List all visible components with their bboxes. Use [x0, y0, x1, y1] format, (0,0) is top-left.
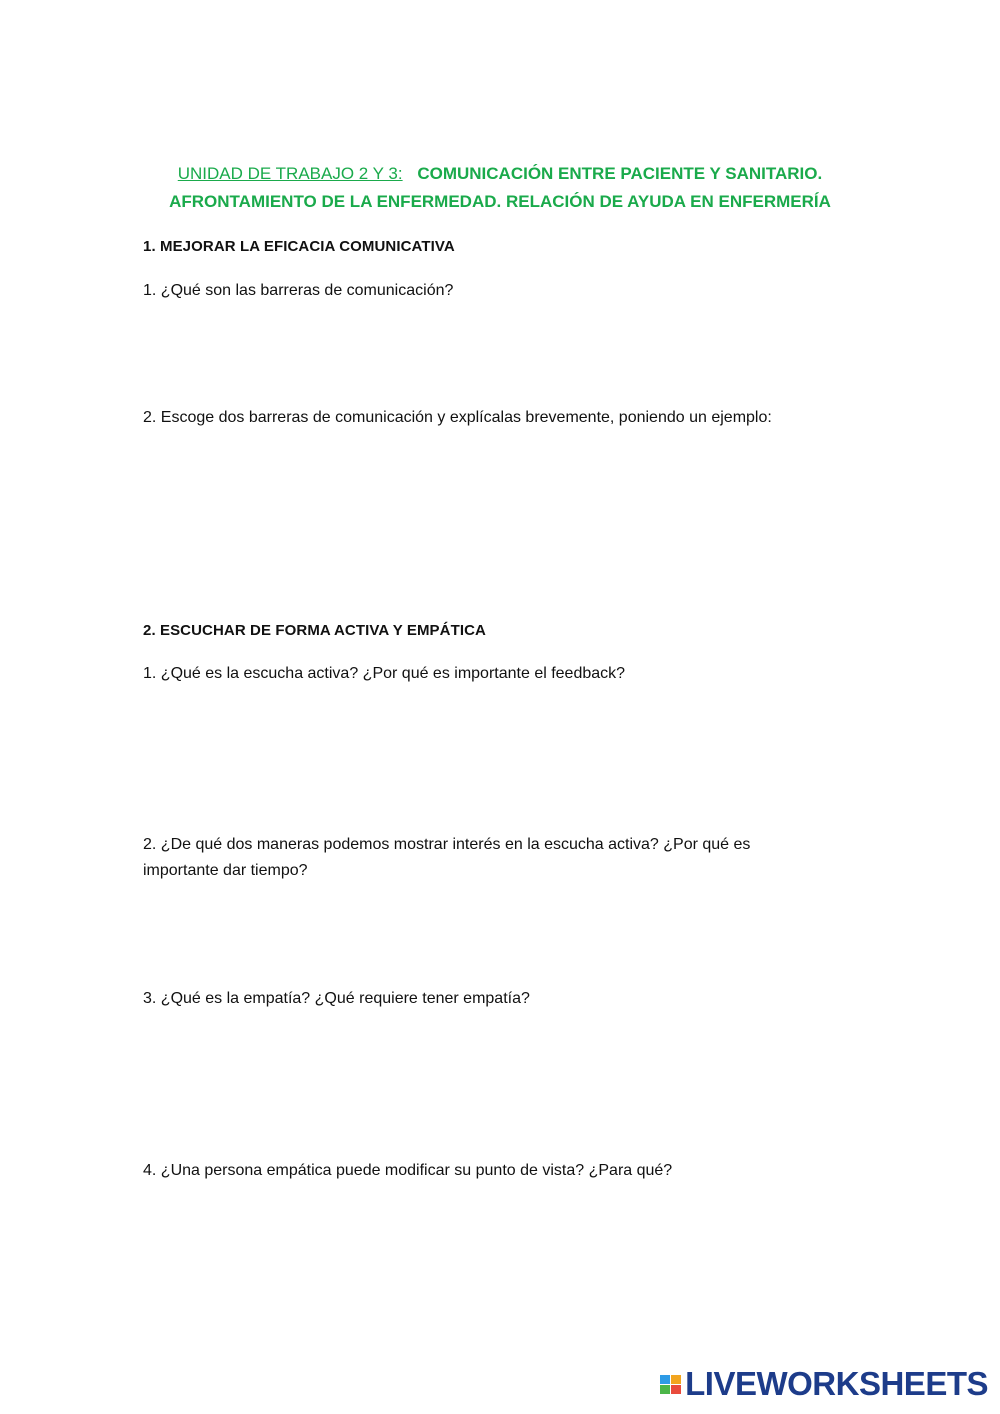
question-2-1: 1. ¿Qué es la escucha activa? ¿Por qué es importante el feedback?: [143, 665, 626, 682]
question-1-2: 2. Escoge dos barreras de comunicación y explícalas brevemente, poniendo un ejemplo:: [143, 409, 772, 426]
title-line-2: AFRONTAMIENTO DE LA ENFERMEDAD. RELACIÓN DE AYUDA EN ENFERMERÍA: [169, 192, 831, 211]
section-heading-2: 2. ESCUCHAR DE FORMA ACTIVA Y EMPÁTICA: [143, 622, 486, 639]
question-2-4: 4. ¿Una persona empática puede modificar su punto de vista? ¿Para qué?: [143, 1162, 673, 1179]
question-1-1: 1. ¿Qué son las barreras de comunicación?: [143, 282, 454, 299]
liveworksheets-logo[interactable]: [660, 1364, 988, 1404]
unit-label: UNIDAD DE TRABAJO 2 Y 3:: [177, 164, 403, 183]
page-title: [100, 160, 900, 216]
section-heading-1: 1. MEJORAR LA EFICACIA COMUNICATIVA: [143, 238, 455, 255]
liveworksheets-logo-icon: [660, 1375, 681, 1394]
logo-text: LIVEWORKSHEETS: [685, 1365, 988, 1402]
title-line-1: COMUNICACIÓN ENTRE PACIENTE Y SANITARIO.: [417, 164, 823, 183]
question-2-2: 2. ¿De qué dos maneras podemos mostrar interés en la escucha activa? ¿Por qué es importante dar tiempo?: [143, 836, 751, 879]
question-2-3: 3. ¿Qué es la empatía? ¿Qué requiere tener empatía?: [143, 990, 530, 1007]
